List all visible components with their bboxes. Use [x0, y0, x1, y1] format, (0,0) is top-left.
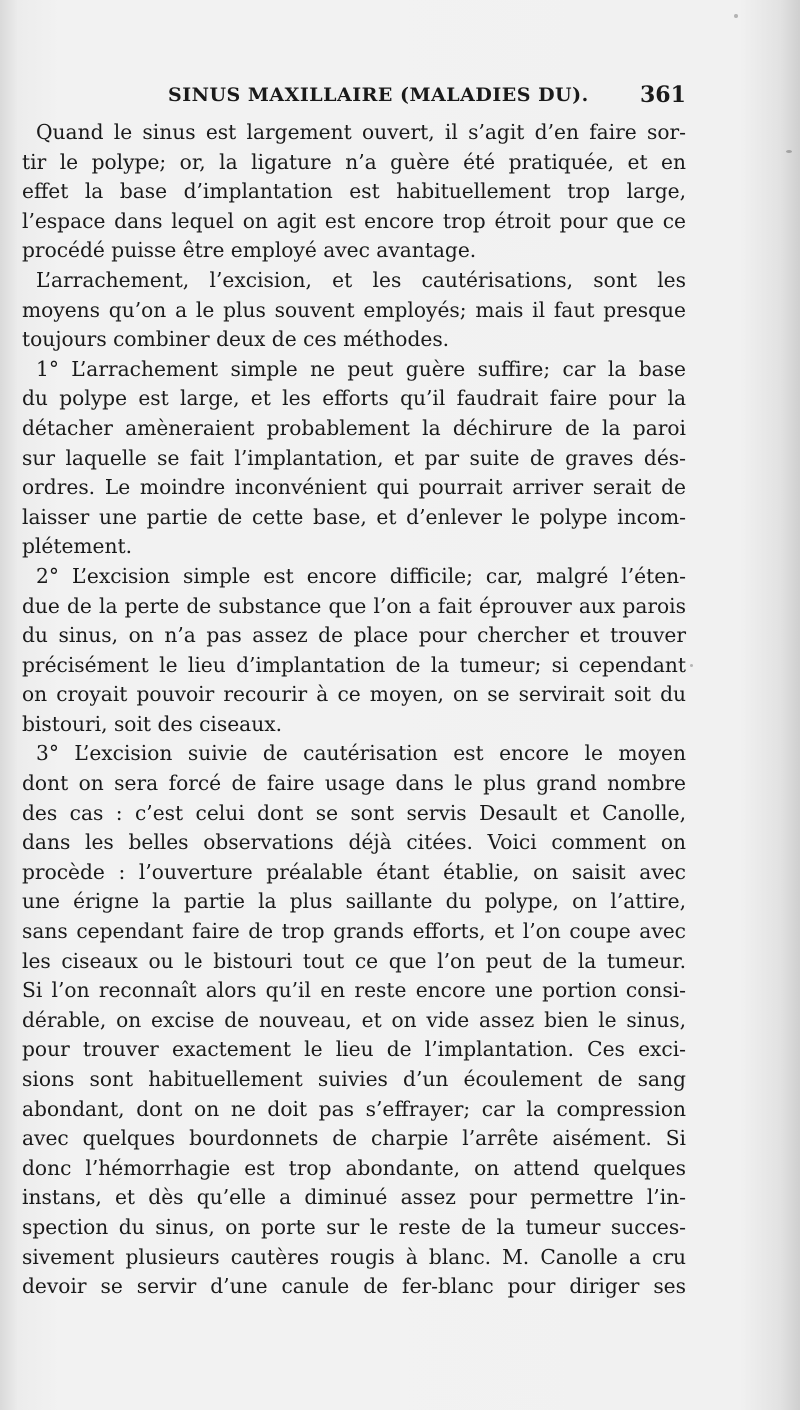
body-text	[22, 118, 686, 1302]
text-line: effet la base d’implantation est habituellement trop large,	[22, 179, 686, 204]
text-line: procède : l’ouverture préalable étant établie, on saisit avec	[22, 859, 686, 884]
text-line: du sinus, on n’a pas assez de place pour chercher et trouver	[22, 623, 686, 648]
text-line: ordres. Le moindre inconvénient qui pourrait arriver serait de	[22, 475, 686, 500]
text-line: pour trouver exactement le lieu de l’implantation. Ces exci-	[22, 1037, 686, 1062]
text-line: donc l’hémorrhagie est trop abondante, on attend quelques	[22, 1155, 686, 1180]
text-line: précisément le lieu d’implantation de la tumeur; si cependant	[22, 652, 686, 677]
text-line: dont on sera forcé de faire usage dans le plus grand nombre	[22, 771, 686, 796]
text-line: 2° L’excision simple est encore difficile; car, malgré l’éten-	[36, 563, 686, 588]
text-line: bistouri, soit des ciseaux.	[22, 711, 283, 736]
ink-speck	[690, 664, 693, 667]
text-line: sur laquelle se fait l’implantation, et par suite de graves dés-	[22, 445, 686, 470]
text-line: tir le polype; or, la ligature n’a guère été pratiquée, et en	[22, 149, 686, 174]
text-line: plétement.	[22, 534, 133, 559]
text-line: dans les belles observations déjà citées. Voici comment on	[22, 830, 686, 855]
running-title: SINUS MAXILLAIRE (MALADIES DU).	[168, 84, 589, 106]
text-line: sivement plusieurs cautères rougis à blanc. M. Canolle a cru	[22, 1244, 686, 1269]
text-line: procédé puisse être employé avec avantage.	[22, 238, 477, 263]
text-line: Si l’on reconnaît alors qu’il en reste encore une portion consi-	[22, 978, 686, 1003]
text-line: abondant, dont on ne doit pas s’effrayer; car la compression	[22, 1096, 686, 1121]
text-line: avec quelques bourdonnets de charpie l’arrête aisément. Si	[22, 1126, 686, 1151]
text-line: détacher amèneraient probablement la déchirure de la paroi	[22, 415, 686, 440]
page-number: 361	[640, 82, 686, 108]
ink-speck	[734, 14, 738, 18]
text-line: devoir se servir d’une canule de fer-blanc pour diriger ses	[22, 1274, 686, 1299]
text-line: L’arrachement, l’excision, et les cautérisations, sont les	[36, 267, 686, 292]
text-line: sans cependant faire de trop grands efforts, et l’on coupe avec	[22, 919, 686, 944]
text-line: 3° L’excision suivie de cautérisation est encore le moyen	[36, 741, 686, 766]
text-line: on croyait pouvoir recourir à ce moyen, on se servirait soit du	[22, 682, 686, 707]
text-line: l’espace dans lequel on agit est encore trop étroit pour que ce	[22, 208, 686, 233]
ink-speck	[786, 150, 792, 153]
text-line: du polype est large, et les efforts qu’il faudrait faire pour la	[22, 386, 686, 411]
text-line: spection du sinus, on porte sur le reste de la tumeur succes-	[22, 1214, 686, 1239]
text-line: sions sont habituellement suivies d’un écoulement de sang	[22, 1067, 686, 1091]
text-line: Quand le sinus est largement ouvert, il s’agit d’en faire sor-	[36, 120, 686, 144]
page-header	[0, 84, 800, 116]
text-line: moyens qu’on a le plus souvent employés; mais il faut presque	[22, 297, 686, 322]
text-line: une érigne la partie la plus saillante du polype, on l’attire,	[22, 889, 686, 914]
text-line: 1° L’arrachement simple ne peut guère suffire; car la base	[36, 356, 686, 381]
text-line: instans, et dès qu’elle a diminué assez pour permettre l’in-	[22, 1185, 686, 1210]
text-line: toujours combiner deux de ces méthodes.	[22, 327, 450, 352]
text-line: les ciseaux ou le bistouri tout ce que l’on peut de la tumeur.	[22, 948, 686, 973]
text-line: dérable, on excise de nouveau, et on vide assez bien le sinus,	[22, 1007, 686, 1032]
text-line: due de la perte de substance que l’on a fait éprouver aux parois	[22, 593, 686, 618]
text-line: laisser une partie de cette base, et d’enlever le polype incom-	[22, 504, 686, 529]
text-line: des cas : c’est celui dont se sont servis Desault et Canolle,	[22, 800, 686, 825]
